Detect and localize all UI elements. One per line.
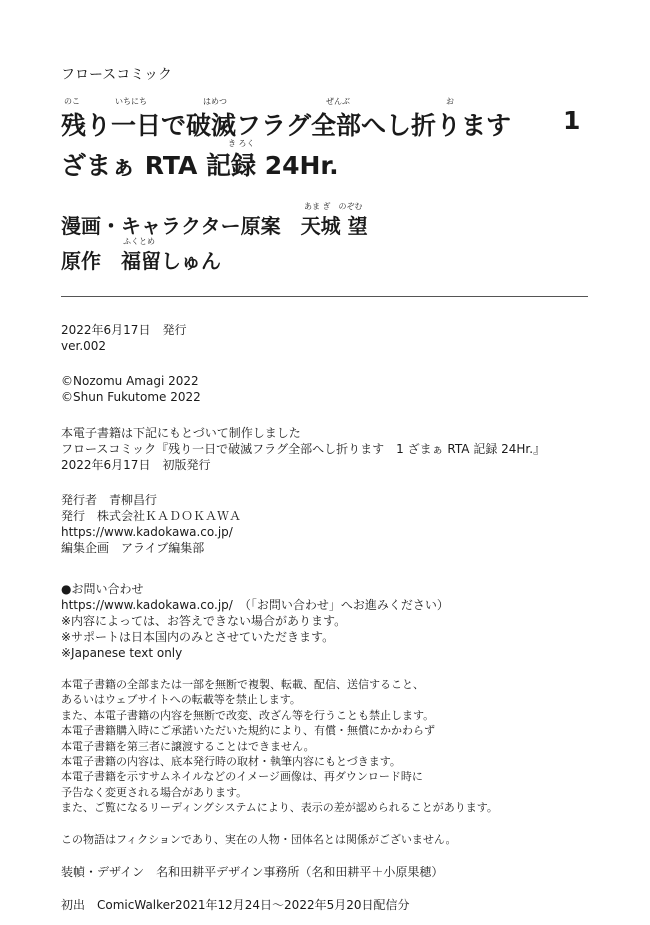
- contact-note: ※Japanese text only: [61, 646, 183, 660]
- volume-number: 1: [563, 106, 581, 135]
- contact-note: ※内容によっては、お答えできない場合があります。: [61, 614, 347, 628]
- copyright-block: [61, 373, 601, 405]
- copyright-line: ©Nozomu Amagi 2022: [61, 374, 199, 388]
- source-line: フロースコミック『残り一日で破滅フラグ全部へし折ります 1 ざまぁ RTA 記録 24Hr.』: [61, 442, 546, 456]
- notice-line: また、ご覧になるリーディングシステムにより、表示の差が認められることがあります。: [61, 801, 498, 815]
- book-title-line2: ざまぁ RTA 記録 24Hr.: [61, 151, 339, 180]
- divider: [61, 296, 588, 297]
- title-ruby: お: [446, 97, 454, 106]
- publisher-line: 発行者 青柳昌行: [61, 493, 158, 507]
- notice-line: 本電子書籍の全部または一部を無断で複製、転載、配信、送信すること、: [61, 678, 424, 691]
- notice-line: 本電子書籍の内容は、底本発行時の取材・執筆内容にもとづきます。: [61, 754, 401, 768]
- design-credit: 装幀・デザイン 名和田耕平デザイン事務所（名和田耕平＋小原果穂）: [61, 864, 444, 879]
- publisher-url: https://www.kadokawa.co.jp/: [61, 525, 233, 539]
- notice-line: あるいはウェブサイトへの転載等を禁止します。: [61, 693, 301, 707]
- notice-line: また、本電子書籍の内容を無断で改変、改ざん等を行うことも禁止します。: [61, 708, 435, 722]
- contact-block: [61, 581, 601, 661]
- first-publication: 初出 ComicWalker2021年12月24日〜2022年5月20日配信分: [61, 897, 410, 912]
- original-credit: 原作 福留しゅん: [61, 249, 221, 273]
- publisher-block: [61, 492, 601, 556]
- edition-block: [61, 322, 601, 354]
- design-block: [61, 864, 601, 880]
- title-ruby: のこ: [64, 97, 80, 106]
- contact-url: https://www.kadokawa.co.jp/ （「お問い合わせ」へお進みください）: [61, 598, 449, 612]
- book-title-line1: 残り一日で破滅フラグ全部へし折ります: [61, 111, 512, 140]
- title-ruby: いちにち: [115, 97, 147, 106]
- first-publication-block: [61, 897, 601, 913]
- credit-ruby: あま ぎ のぞむ: [304, 202, 363, 211]
- fiction-block: [61, 832, 601, 847]
- version: ver.002: [61, 339, 107, 353]
- title-ruby: ぜんぶ: [326, 97, 350, 106]
- publish-date: 2022年6月17日 発行: [61, 323, 187, 337]
- source-line: 本電子書籍は下記にもとづいて制作しました: [61, 426, 301, 440]
- notice-line: 本電子書籍を示すサムネイルなどのイメージ画像は、再ダウンロード時に: [61, 770, 423, 784]
- colophon-info: [61, 322, 601, 913]
- art-credit: 漫画・キャラクター原案 天城 望: [61, 214, 368, 238]
- publisher-line: 編集企画 アライブ編集部: [61, 541, 205, 555]
- contact-note: ※サポートは日本国内のみとさせていただきます。: [61, 630, 335, 644]
- credit-ruby: ふくとめ: [123, 237, 155, 246]
- copyright-line: ©Shun Fukutome 2022: [61, 390, 201, 404]
- label-name: フロースコミック: [61, 67, 173, 83]
- title-ruby: はめつ: [203, 97, 227, 106]
- contact-heading: ●お問い合わせ: [61, 582, 144, 596]
- source-block: [61, 425, 601, 473]
- source-line: 2022年6月17日 初版発行: [61, 458, 211, 472]
- fiction-disclaimer: この物語はフィクションであり、実在の人物・団体名とは関係がございません。: [61, 832, 457, 846]
- publisher-line: 発行 株式会社ＫＡＤＯＫＡＷＡ: [61, 509, 242, 523]
- notice-line: 本電子書籍を第三者に譲渡することはできません。: [61, 739, 315, 753]
- notice-line: 本電子書籍購入時にご承諾いただいた規約により、有償・無償にかかわらず: [61, 724, 435, 738]
- notice-block: [61, 677, 601, 816]
- title-ruby: き ろく: [228, 139, 255, 148]
- notice-line: 予告なく変更される場合があります。: [61, 785, 248, 799]
